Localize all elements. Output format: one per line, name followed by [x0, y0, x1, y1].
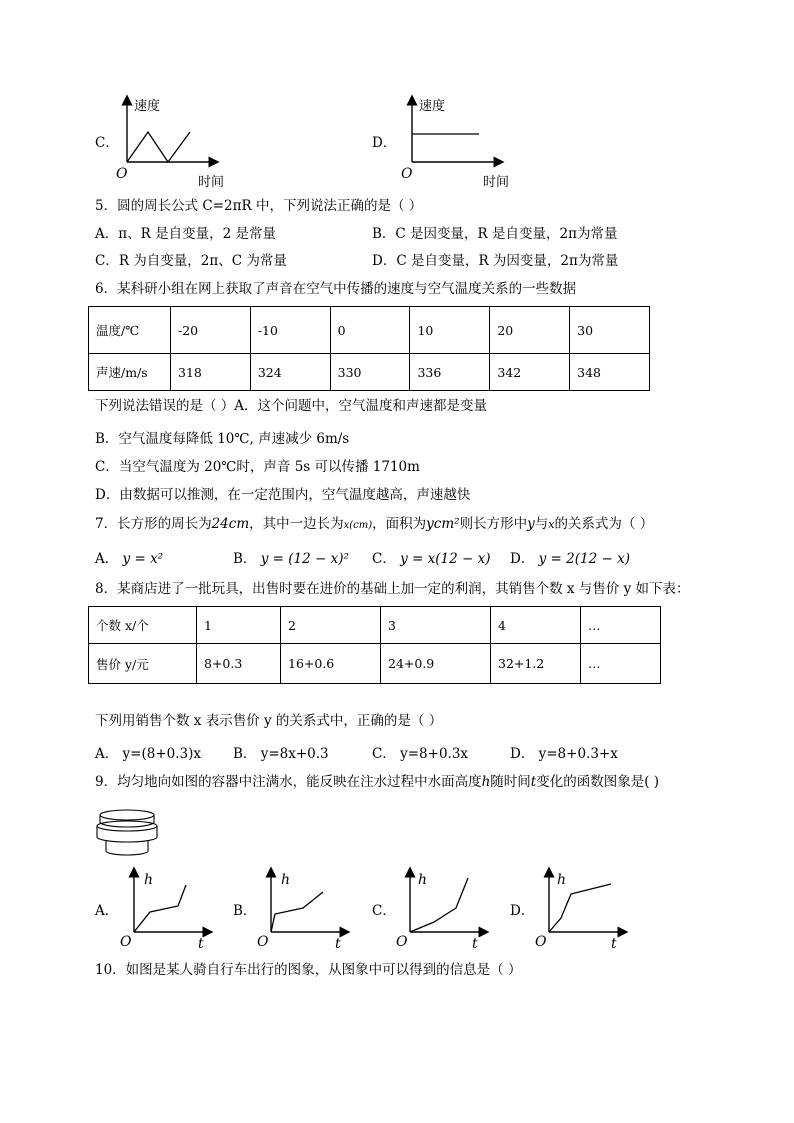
math-x: x [548, 518, 555, 531]
height-curve [271, 892, 323, 932]
math-y: y [527, 516, 535, 532]
q7-stem: 7．长方形的周长为24cm，其中一边长为x(cm)，面积为ycm²则长方形中y与x的关系式为（ ） [95, 516, 654, 532]
q5-option-c: C．R 为自变量，2π、C 为常量 [95, 253, 287, 269]
table-cell: 30 [570, 307, 650, 354]
q4-option-d-graph [397, 94, 527, 192]
q6-option-d: D．由数据可以推测，在一定范围内，空气温度越高，声速越快 [95, 487, 471, 503]
table-cell: 324 [250, 354, 330, 391]
svg-text:t: t [198, 936, 204, 952]
table-cell: 温度/℃ [89, 307, 171, 354]
table-cell: 个数 x/个 [89, 607, 197, 644]
table-cell: 8+0.3 [197, 644, 281, 684]
q8-option-d: D． y=8+0.3+x [510, 746, 618, 762]
table-row [89, 354, 650, 391]
q5-option-a: A．π、R 是自变量，2 是常量 [95, 226, 276, 242]
q6-question: 下列说法错误的是（ ）A．这个问题中，空气温度和声速都是变量 [95, 398, 488, 414]
q6-option-c: C．当空气温度为 20℃时，声音 5s 可以传播 1710m [95, 459, 420, 475]
svg-text:O: O [396, 934, 408, 950]
q8-stem: 8．某商店进了一批玩具，出售时要在进价的基础上加一定的利润，其销售个数 x 与售价 y 如下表： [95, 581, 690, 597]
math-h: h [481, 774, 491, 790]
table-cell: 0 [330, 307, 410, 354]
q5-stem: 5．圆的周长公式 C=2πR 中，下列说法正确的是（ ） [95, 198, 423, 214]
svg-text:t: t [335, 936, 341, 952]
origin-label: O [401, 166, 413, 182]
table-cell: 342 [490, 354, 570, 391]
math-side: x(cm) [343, 520, 373, 531]
q7-option-b: B． y = (12 − x)² [233, 551, 349, 567]
q6-stem: 6．某科研小组在网上获取了声音在空气中传播的速度与空气温度关系的一些数据 [95, 281, 577, 297]
q7-option-d: D． y = 2(12 − x) [510, 551, 630, 567]
svg-text:t: t [472, 936, 478, 952]
table-row [89, 607, 661, 644]
q8-option-a: A． y=(8+0.3)x [95, 746, 201, 762]
x-axis-label: 时间 [483, 175, 510, 190]
q5-option-d: D．C 是自变量，R 为因变量，2π为常量 [372, 253, 619, 269]
table-cell: -10 [250, 307, 330, 354]
svg-text:h: h [144, 872, 154, 888]
table-cell: 1 [197, 607, 281, 644]
table-cell: 32+1.2 [491, 644, 581, 684]
table-cell: 318 [171, 354, 251, 391]
height-curve [549, 884, 611, 932]
q4-option-c-graph [112, 94, 242, 192]
origin-label: O [116, 166, 128, 182]
table-cell: 声速/m/s [89, 354, 171, 391]
table-cell: … [581, 644, 661, 684]
table-row [89, 644, 661, 684]
q5-option-b: B．C 是因变量，R 是自变量，2π为常量 [372, 226, 618, 242]
speed-curve [127, 132, 190, 162]
q8-option-b: B． y=8x+0.3 [233, 746, 329, 762]
table-cell: 3 [381, 607, 491, 644]
table-cell: 348 [570, 354, 650, 391]
y-axis-label: 速度 [419, 99, 446, 114]
q8-question: 下列用销售个数 x 表示售价 y 的关系式中，正确的是（ ） [95, 713, 443, 729]
q6-data-table [88, 306, 650, 391]
table-cell: 2 [281, 607, 381, 644]
table-cell: 10 [410, 307, 490, 354]
svg-text:O: O [535, 934, 547, 950]
q8-data-table [88, 606, 661, 684]
q9-graph-a-label: A． [95, 903, 119, 919]
table-row [89, 307, 650, 354]
q7-option-a: A． y = x² [95, 551, 164, 567]
svg-text:O: O [120, 934, 132, 950]
height-curve [134, 885, 186, 932]
math-perimeter: 24cm [211, 516, 250, 532]
svg-text:O: O [257, 934, 269, 950]
math-area: ycm² [426, 516, 460, 532]
q9-graph-d [533, 866, 633, 952]
q9-graph-b-label: B． [233, 903, 257, 919]
q4-option-c-label: C． [95, 135, 119, 151]
q9-graph-d-label: D． [510, 903, 535, 919]
table-cell: 20 [490, 307, 570, 354]
table-cell: 336 [410, 354, 490, 391]
container-figure [96, 804, 166, 864]
table-cell: 330 [330, 354, 410, 391]
svg-text:h: h [557, 872, 567, 888]
q8-option-c: C． y=8+0.3x [372, 746, 469, 762]
q9-graph-b [255, 866, 355, 952]
q9-graph-a [118, 866, 218, 952]
q9-graph-c-label: C． [372, 903, 396, 919]
y-axis-label: 速度 [134, 99, 161, 114]
svg-text:h: h [281, 872, 291, 888]
svg-text:h: h [418, 872, 428, 888]
table-cell: 16+0.6 [281, 644, 381, 684]
table-cell: … [581, 607, 661, 644]
q7-option-c: C． y = x(12 − x) [372, 551, 491, 567]
x-axis-label: 时间 [198, 175, 225, 190]
q10-stem: 10．如图是某人骑自行车出行的图象，从图象中可以得到的信息是（ ） [95, 962, 522, 978]
svg-text:t: t [611, 936, 617, 952]
q9-graph-c [394, 866, 494, 952]
table-cell: 售价 y/元 [89, 644, 197, 684]
math-t: t [530, 774, 537, 790]
table-cell: -20 [171, 307, 251, 354]
table-cell: 24+0.9 [381, 644, 491, 684]
q6-option-b: B．空气温度每降低 10℃, 声速减少 6m/s [95, 431, 350, 447]
table-cell: 4 [491, 607, 581, 644]
q9-stem: 9．均匀地向如图的容器中注满水，能反映在注水过程中水面高度h随时间t变化的函数图象是( ) [95, 774, 660, 790]
q4-option-d-label: D． [372, 135, 397, 151]
